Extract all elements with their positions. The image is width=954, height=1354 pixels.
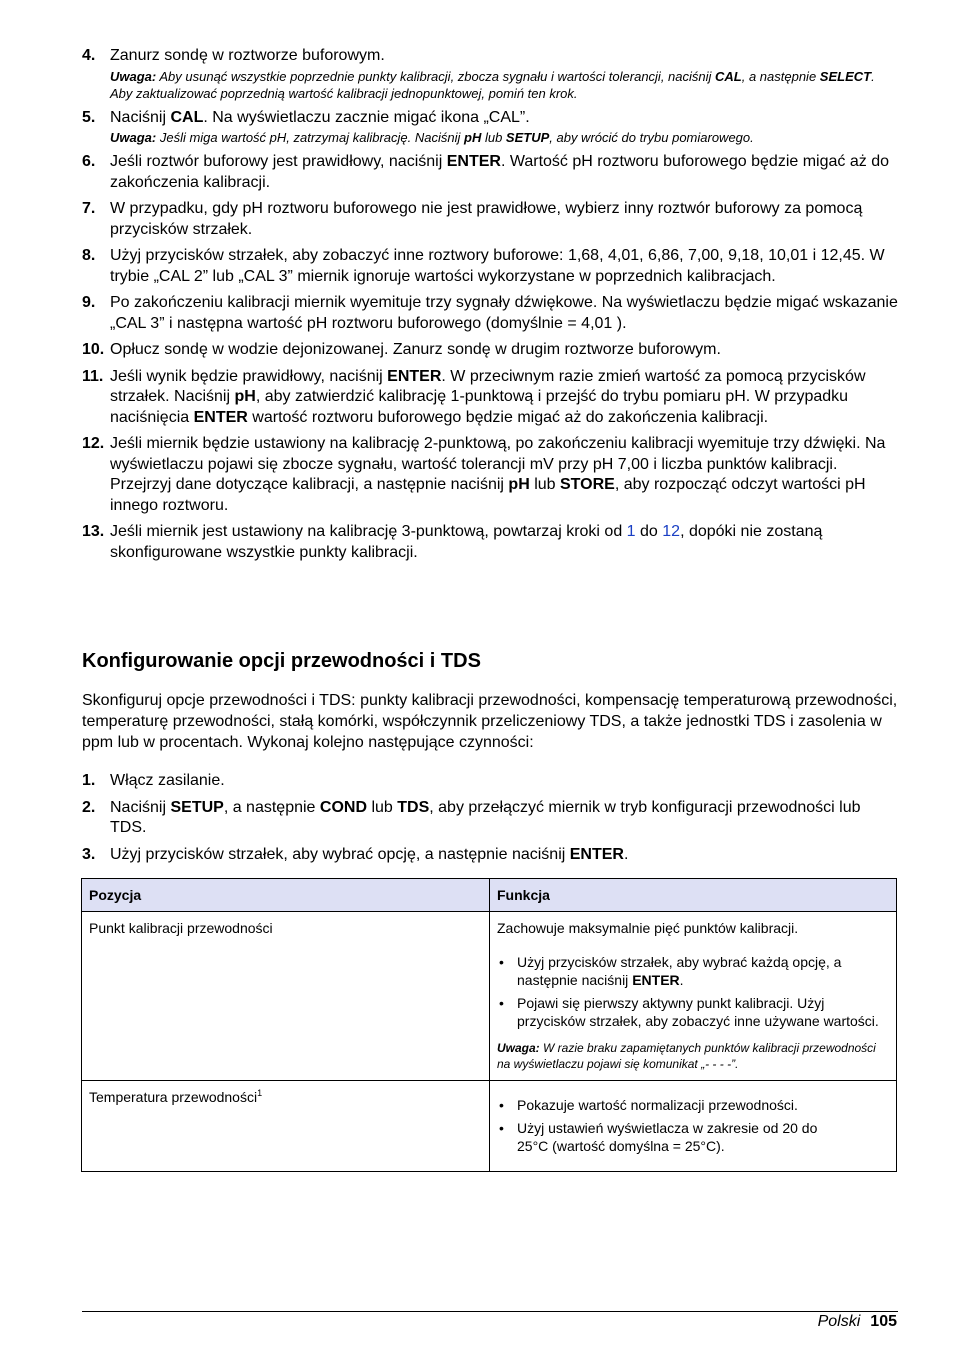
key-enter: ENTER bbox=[632, 972, 680, 988]
page-number: 105 bbox=[870, 1313, 897, 1330]
text: Pojawi się pierwszy aktywny punkt kalibracji. Użyj przycisków strzałek, aby zobaczyć inne używane wartości. bbox=[517, 995, 879, 1029]
note-label: Uwaga: bbox=[497, 1041, 540, 1055]
text: . Na wyświetlaczu zacznie migać ikona „CAL”. bbox=[203, 108, 530, 126]
step-text: W przypadku, gdy pH roztworu buforowego nie jest prawidłowe, wybierz inny roztwór buforowy za pomocą przycisków strzałek. bbox=[110, 200, 863, 238]
text: , aby rozpocząć odczyt wartości pH innego roztworu. bbox=[110, 476, 866, 514]
step-text bbox=[110, 845, 898, 866]
item-cell bbox=[82, 1081, 490, 1172]
step-text: Włącz zasilanie. bbox=[110, 772, 225, 789]
text: Użyj przycisków strzałek, aby wybrać każdą opcję, a następnie naciśnij bbox=[517, 954, 842, 988]
config-step-1 bbox=[82, 771, 898, 792]
note-text: W razie braku zapamiętanych punktów kalibracji przewodności na wyświetlaczu pojawi się komunikat „- - - -”. bbox=[497, 1041, 876, 1071]
note bbox=[110, 129, 898, 146]
bullet-icon: • bbox=[499, 1120, 504, 1136]
step-number: 9. bbox=[82, 294, 96, 311]
step-text bbox=[110, 434, 898, 516]
note-label: Uwaga: bbox=[110, 68, 157, 84]
step-number: 4. bbox=[82, 47, 96, 64]
key-ph: pH bbox=[508, 476, 530, 493]
key-cal: CAL bbox=[170, 108, 204, 126]
text: lub bbox=[367, 798, 398, 816]
step-link-1[interactable]: 1 bbox=[626, 523, 636, 540]
step-text bbox=[110, 367, 898, 429]
list-item bbox=[497, 953, 889, 989]
table-row bbox=[82, 912, 897, 1081]
key-setup: SETUP bbox=[170, 798, 224, 816]
bullet-icon: • bbox=[499, 954, 504, 970]
options-table bbox=[81, 878, 897, 1172]
text: . Wartość pH roztworu buforowego będzie migać aż do zakończenia kalibracji. bbox=[110, 153, 889, 191]
function-bullets bbox=[497, 1096, 889, 1155]
step-number: 8. bbox=[82, 247, 96, 264]
calibration-steps bbox=[82, 46, 898, 569]
note-text: , aby wrócić do trybu pomiarowego. bbox=[549, 130, 754, 145]
text: Jeśli roztwór buforowy jest prawidłowy, naciśnij bbox=[110, 153, 447, 170]
note-text: lub bbox=[481, 130, 506, 145]
function-cell bbox=[490, 1081, 897, 1172]
step-text: Użyj przycisków strzałek, aby zobaczyć inne roztwory buforowe: 1,68, 4,01, 6,86, 7,00, 9,18, 10,01 i 12,45. W trybie „CAL 2” lub „CAL 3” miernik ignoruje wartości wykorzystane w poprzednich kalibracjach. bbox=[110, 247, 885, 285]
text: . bbox=[623, 845, 629, 863]
step-9 bbox=[82, 293, 898, 334]
item-label: Temperatura przewodności bbox=[89, 1089, 258, 1105]
footer-divider bbox=[82, 1311, 898, 1312]
list-item bbox=[497, 994, 889, 1030]
note-text: Aby usunąć wszystkie poprzednie punkty kalibracji, zbocza sygnału i wartości tolerancji, naciśnij bbox=[156, 68, 716, 84]
step-8 bbox=[82, 246, 898, 287]
step-text bbox=[110, 522, 898, 563]
step-number: 2. bbox=[82, 798, 96, 816]
text: Użyj ustawień wyświetlacza w zakresie od 20 do 25°C (wartość domyślna = 25°C). bbox=[517, 1120, 818, 1154]
column-header-function: Funkcja bbox=[490, 879, 897, 912]
text: , aby zatwierdzić kalibrację 1-punktową i przejść do trybu pomiaru pH. W przypadku naciśnięcia bbox=[110, 388, 849, 426]
text: lub bbox=[529, 476, 560, 493]
item-cell: Punkt kalibracji przewodności bbox=[82, 912, 490, 1081]
function-intro: Zachowuje maksymalnie pięć punktów kalibracji. bbox=[497, 920, 799, 936]
step-4 bbox=[82, 46, 898, 102]
step-number: 13. bbox=[82, 523, 105, 540]
key-cond: COND bbox=[319, 798, 367, 816]
list-item bbox=[497, 1119, 889, 1155]
text: wartość roztworu buforowego będzie migać aż do zakończenia kalibracji. bbox=[247, 408, 769, 426]
step-13 bbox=[82, 522, 898, 563]
key-enter: ENTER bbox=[569, 845, 624, 863]
step-number: 1. bbox=[82, 772, 96, 789]
step-text bbox=[110, 152, 898, 193]
section-title: Konfigurowanie opcji przewodności i TDS bbox=[82, 650, 481, 672]
footnote-ref: 1 bbox=[257, 1088, 263, 1098]
key-enter: ENTER bbox=[193, 408, 248, 426]
key-tds: TDS bbox=[397, 798, 430, 816]
step-number: 6. bbox=[82, 153, 96, 170]
function-bullets bbox=[497, 953, 889, 1030]
note-text: , a następnie bbox=[741, 68, 820, 84]
step-text: Po zakończeniu kalibracji miernik wyemituje trzy sygnały dźwiękowe. Na wyświetlaczu będzie migać wskazanie „CAL 3” i następna wartość pH roztworu buforowego (domyślnie = 4,01 ). bbox=[110, 294, 898, 332]
step-text: Zanurz sondę w roztworze buforowym. bbox=[110, 47, 385, 64]
step-7 bbox=[82, 199, 898, 240]
step-6 bbox=[82, 152, 898, 193]
note bbox=[110, 68, 898, 102]
key-enter: ENTER bbox=[387, 367, 442, 385]
note-text: Jeśli miga wartość pH, zatrzymaj kalibrację. Naciśnij bbox=[156, 130, 464, 145]
text: . bbox=[679, 972, 684, 988]
config-steps bbox=[82, 771, 898, 871]
step-text bbox=[110, 798, 898, 839]
list-item bbox=[497, 1096, 889, 1114]
text: , dopóki nie zostaną skonfigurowane wszystkie punkty kalibracji. bbox=[110, 523, 823, 561]
text: , aby przełączyć miernik w tryb konfiguracji przewodności lub TDS. bbox=[110, 798, 861, 836]
table-header-row bbox=[82, 879, 897, 912]
config-step-3 bbox=[82, 845, 898, 866]
bullet-icon: • bbox=[499, 995, 504, 1011]
step-link-12[interactable]: 12 bbox=[662, 523, 681, 540]
key-store: STORE bbox=[560, 476, 615, 493]
note-text: . Aby zaktualizować poprzednią wartość kalibracji jednopunktowej, pomiń ten krok. bbox=[110, 68, 875, 101]
step-number: 3. bbox=[82, 845, 96, 863]
text: Jeśli miernik jest ustawiony na kalibrację 3-punktową, powtarzaj kroki od bbox=[110, 523, 627, 540]
page-footer bbox=[818, 1312, 897, 1332]
function-cell bbox=[490, 912, 897, 1081]
key-ph: pH bbox=[234, 388, 256, 405]
text: Jeśli miernik będzie ustawiony na kalibrację 2-punktową, po zakończeniu kalibracji wyemituje trzy dźwięki. Na wyświetlaczu pojawi się zbocze sygnału, wartość tolerancji mV przy pH 7,00 i liczba punktów kalibracji. Przejrzyj dane dotyczące kalibracji, a następnie naciśnij bbox=[110, 435, 886, 493]
step-10 bbox=[82, 340, 898, 361]
text: Naciśnij bbox=[110, 108, 171, 126]
step-number: 10. bbox=[82, 341, 105, 358]
text: , a następnie bbox=[223, 798, 320, 816]
text: Naciśnij bbox=[110, 798, 171, 816]
section-intro: Skonfiguruj opcje przewodności i TDS: punkty kalibracji przewodności, kompensację temperaturową przewodności, temperaturę przewodności, stałą komórki, współczynnik przeliczeniowy TDS, a także jednostki TDS i zasolenia w ppm lub w procentach. Wykonaj kolejno następujące czynności: bbox=[82, 692, 898, 751]
step-12 bbox=[82, 434, 898, 516]
key-setup: SETUP bbox=[505, 130, 550, 145]
step-number: 11. bbox=[82, 367, 104, 385]
key-cal: CAL bbox=[715, 68, 742, 84]
text: Użyj przycisków strzałek, aby wybrać opcję, a następnie naciśnij bbox=[110, 845, 570, 863]
step-5 bbox=[82, 108, 898, 147]
column-header-position: Pozycja bbox=[82, 879, 490, 912]
step-number: 7. bbox=[82, 200, 96, 217]
step-number: 12. bbox=[82, 435, 105, 452]
step-text: Opłucz sondę w wodzie dejonizowanej. Zanurz sondę w drugim roztworze buforowym. bbox=[110, 341, 721, 358]
footer-language: Polski bbox=[817, 1313, 861, 1330]
step-11 bbox=[82, 367, 898, 429]
step-text bbox=[110, 108, 898, 129]
text: . W przeciwnym razie zmień wartość za pomocą przycisków strzałek. Naciśnij bbox=[110, 367, 866, 405]
key-enter: ENTER bbox=[446, 153, 501, 170]
text: do bbox=[635, 523, 663, 540]
note-label: Uwaga: bbox=[110, 130, 157, 145]
table-row bbox=[82, 1081, 897, 1172]
config-step-2 bbox=[82, 798, 898, 839]
step-number: 5. bbox=[82, 108, 96, 126]
key-select: SELECT bbox=[819, 68, 872, 84]
table-note bbox=[497, 1040, 889, 1072]
bullet-icon: • bbox=[499, 1097, 504, 1113]
key-ph: pH bbox=[464, 130, 482, 145]
text: Pokazuje wartość normalizacji przewodności. bbox=[517, 1097, 798, 1113]
text: Jeśli wynik będzie prawidłowy, naciśnij bbox=[110, 367, 388, 385]
